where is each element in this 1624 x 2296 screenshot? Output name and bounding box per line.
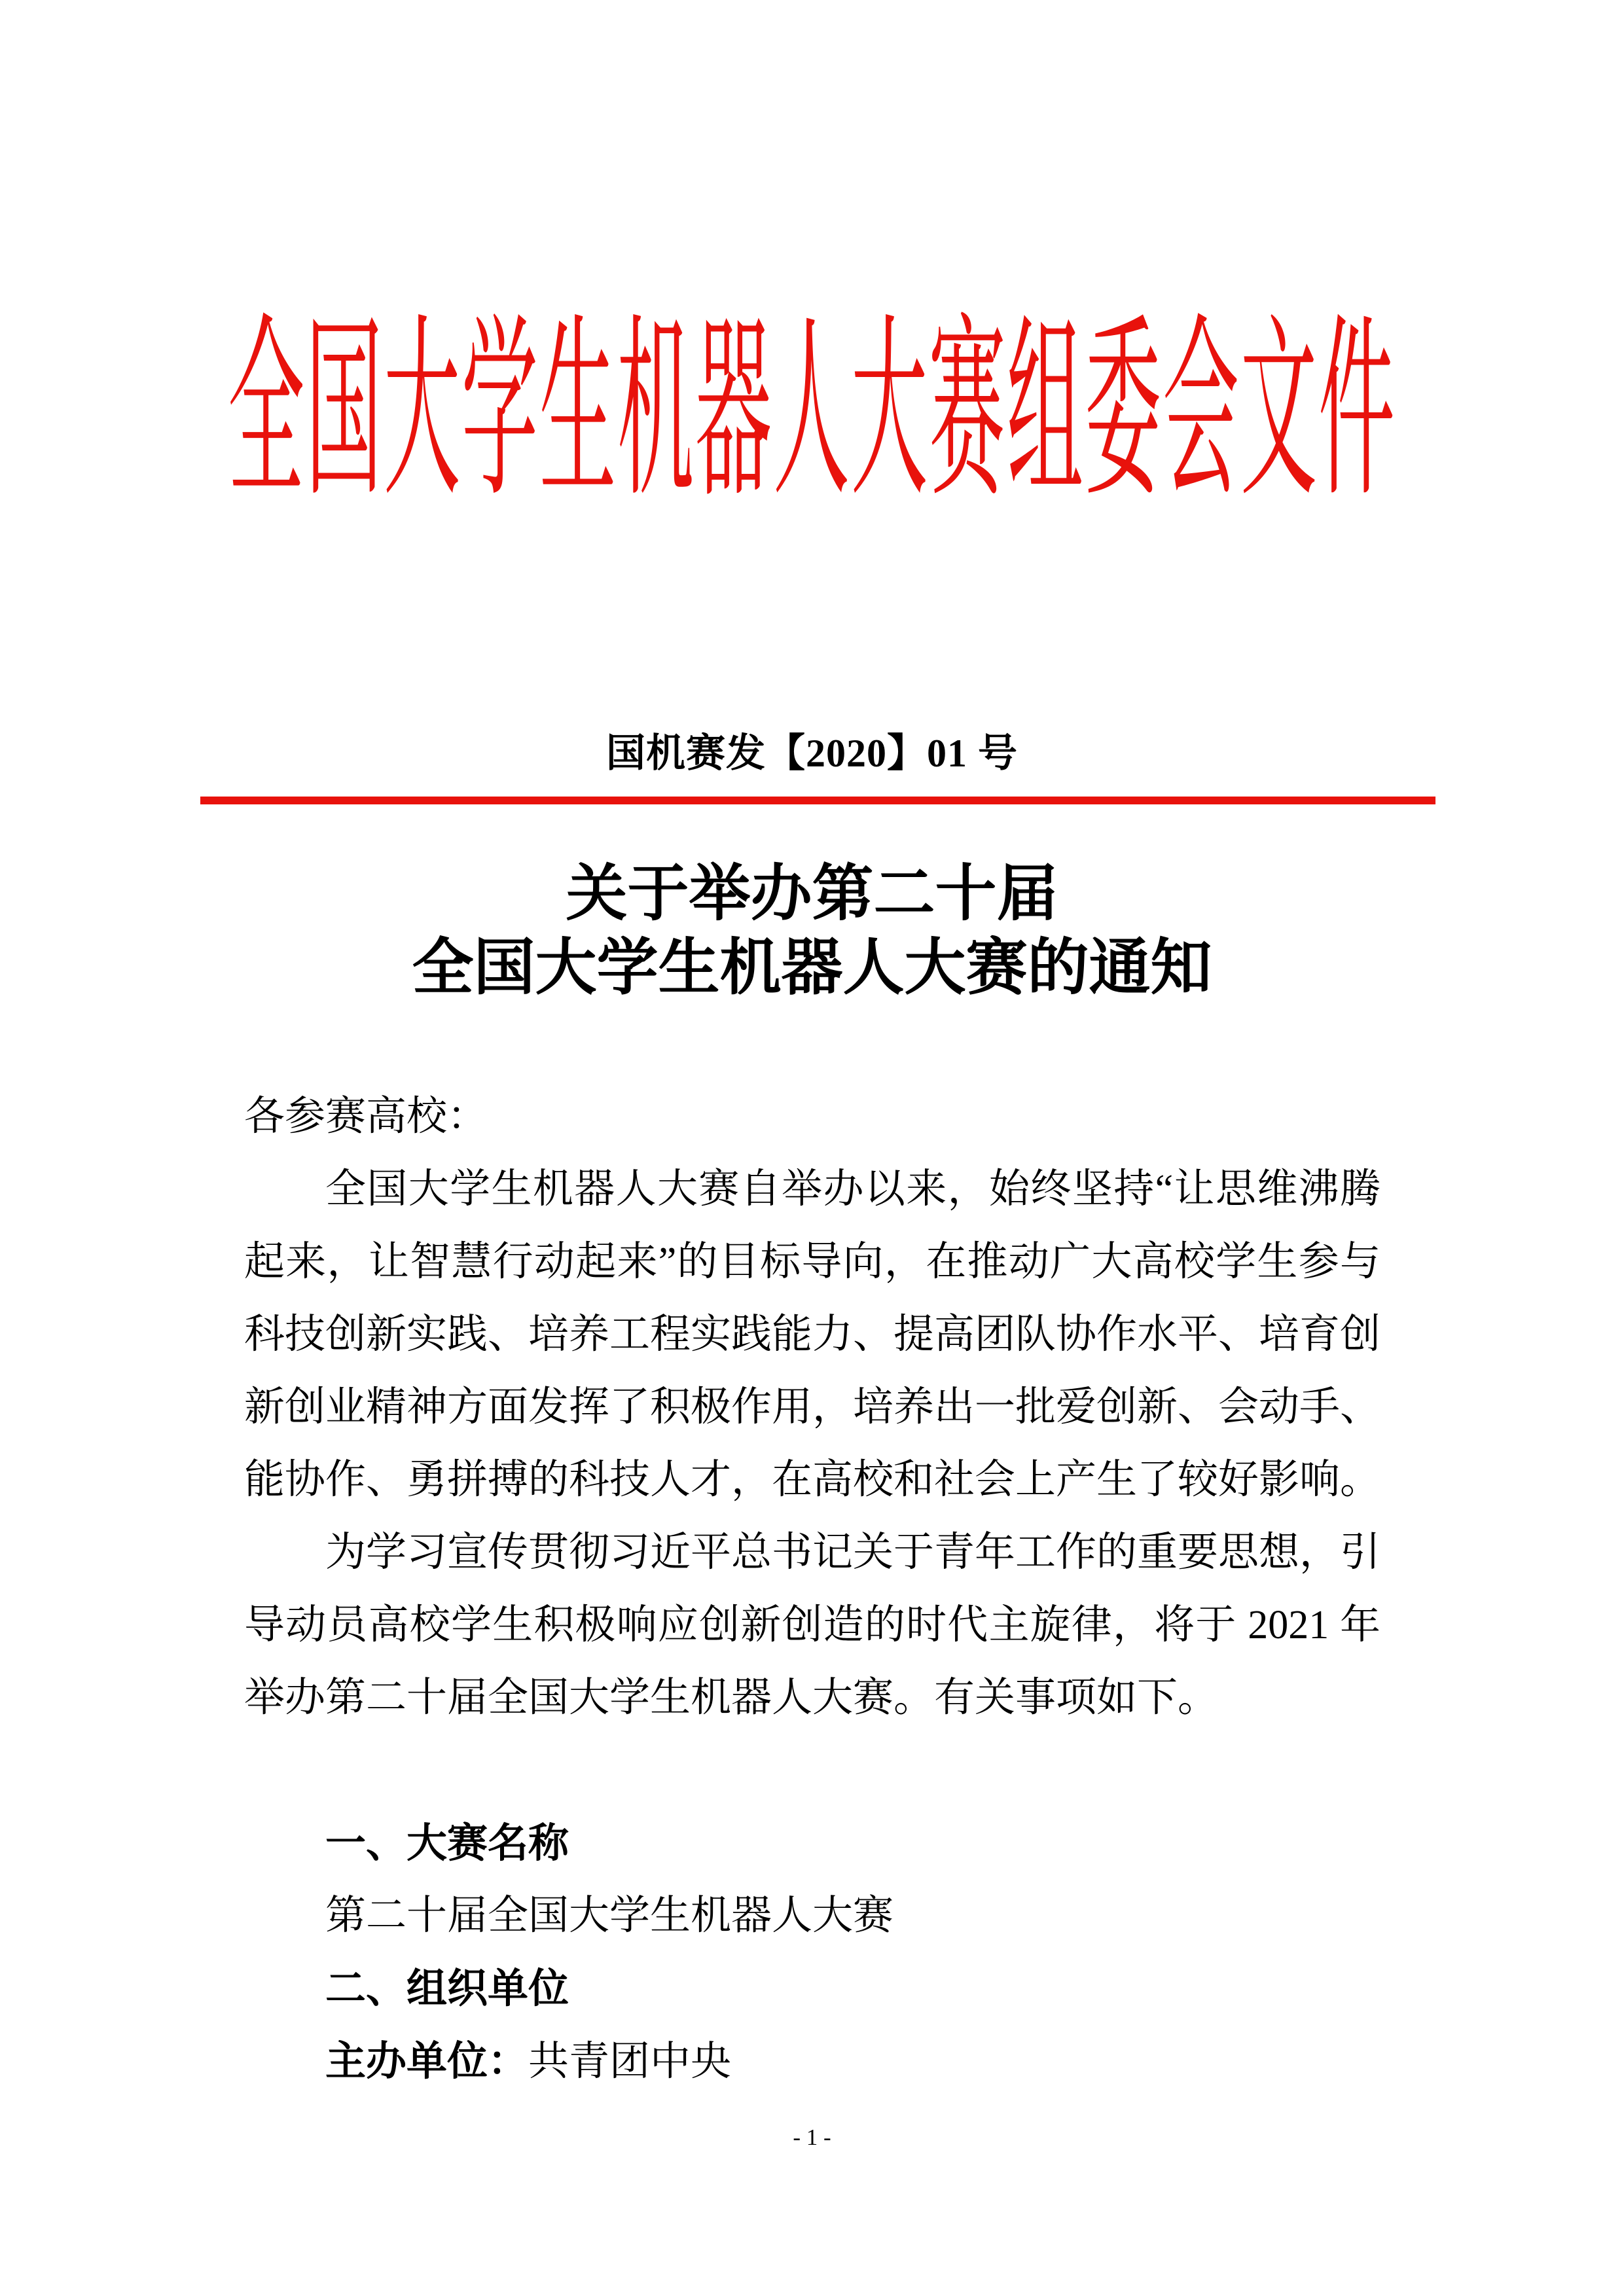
body-line: 一、大赛名称 — [325, 1821, 569, 1866]
body-spacer-line — [244, 1734, 1380, 1807]
bold-label-prefix: 主办单位： — [325, 2039, 529, 2084]
body-line: 第二十届全国大学生机器人大赛 — [325, 1893, 894, 1938]
red-divider-rule — [200, 797, 1435, 804]
body-line: 新创业精神方面发挥了积极作用，培养出一批爱创新、会动手、 — [244, 1385, 1381, 1429]
body-text — [244, 1081, 1380, 2098]
red-header-org-title: 全国大学生机器人大赛组委会文件 — [227, 305, 1396, 521]
body-line: 主办单位：共青团中央 — [325, 2039, 732, 2084]
document-number: 国机赛发【2020】01 号 — [606, 732, 1018, 775]
body-line: 科技创新实践、培养工程实践能力、提高团队协作水平、培育创 — [244, 1312, 1381, 1357]
notice-title-line-1: 关于举办第二十届 — [566, 859, 1058, 927]
body-line: 举办第二十届全国大学生机器人大赛。有关事项如下。 — [244, 1676, 1219, 1720]
body-line: 各参赛高校： — [244, 1094, 488, 1139]
page-number: - 1 - — [793, 2125, 831, 2150]
notice-title-line-2: 全国大学生机器人大赛的通知 — [412, 933, 1212, 1001]
body-line: 能协作、勇拼搏的科技人才，在高校和社会上产生了较好影响。 — [244, 1458, 1381, 1502]
body-line: 全国大学生机器人大赛自举办以来，始终坚持“让思维沸腾 — [325, 1167, 1380, 1211]
body-line: 二、组织单位 — [325, 1966, 569, 2011]
body-line: 导动员高校学生积极响应创新创造的时代主旋律，将于 2021 年 — [244, 1603, 1380, 1647]
body-line: 为学习宣传贯彻习近平总书记关于青年工作的重要思想，引 — [325, 1530, 1381, 1575]
notice-title — [0, 856, 1624, 1004]
body-line: 起来，让智慧行动起来”的目标导向，在推动广大高校学生参与 — [244, 1240, 1380, 1284]
